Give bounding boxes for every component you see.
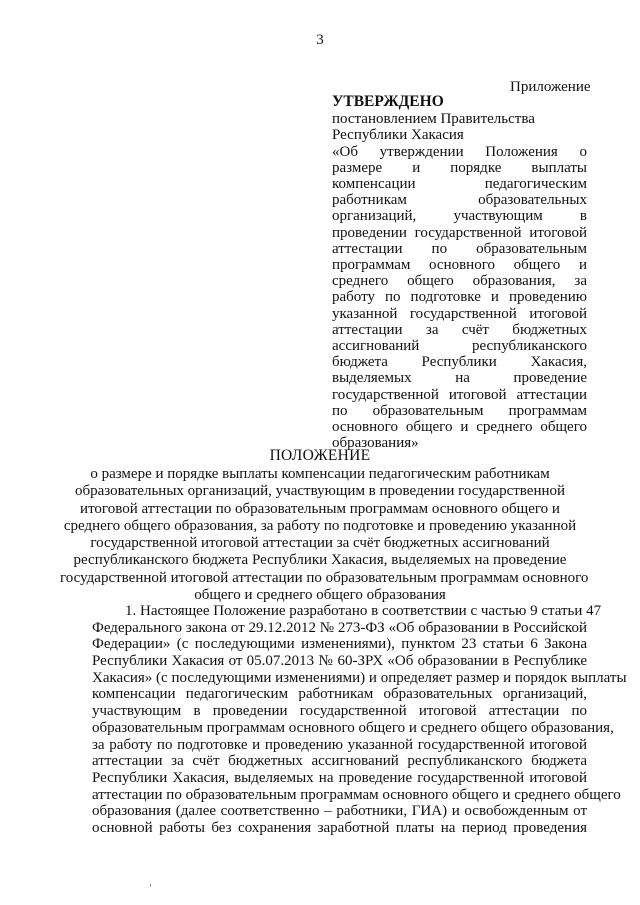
subtitle-line: образовательных организаций, участвующим в проведении государственной xyxy=(74,483,566,500)
paragraph-line: участвующим в проведении государственной итоговой аттестации по xyxy=(92,703,587,720)
paragraph-line: образовательным программам основного общего и среднего общего образования, xyxy=(92,719,614,736)
approval-line-1: постановлением Правительства xyxy=(332,111,535,128)
paragraph-line: за работу по подготовке и проведению указанной государственной итоговой xyxy=(92,736,587,753)
paragraph-line: 1. Настоящее Положение разработано в соответствии с частью 9 статьи 47 xyxy=(125,603,602,619)
approval-block xyxy=(332,94,587,451)
paragraph-line: Хакасия» (с последующими изменениями) и определяет размер и порядок выплаты xyxy=(92,669,627,686)
document-subtitle xyxy=(60,466,589,604)
paragraph-line: Федерации» (с последующими изменениями), пунктом 23 статьи 6 Закона xyxy=(92,636,587,653)
resolution-title: «Об утверждении Положения о размере и порядке выплаты компенсации педагогическим работникам образовательных организаций, участвующим в проведении государственной итоговой аттестации по образовательным программам основного общего и среднего общего образования, за работу по подготовке и проведению указанной государственной итоговой аттестации за счёт бюджетных ассигнований республиканского бюджета Республики Хакасия, выделяемых на проведение государственной итоговой аттестации по образовательным программам основного общего и среднего общего образования» xyxy=(332,143,587,452)
paragraph-line: Федерального закона от 29.12.2012 № 273-ФЗ «Об образовании в Российской xyxy=(92,619,587,636)
paragraph-line: Республики Хакасия от 05.07.2013 № 60-ЗРХ «Об образовании в Республике xyxy=(92,653,587,670)
subtitle-line: о размере и порядке выплаты компенсации педагогическим работникам xyxy=(90,466,550,482)
paragraph-1 xyxy=(92,603,627,837)
paragraph-line: основной работы без сохранения заработной платы на период проведения xyxy=(92,819,587,836)
subtitle-line: республиканского бюджета Республики Хакасия, выделяемых на проведение xyxy=(73,552,567,569)
approved-heading: УТВЕРЖДЕНО xyxy=(332,93,444,110)
paragraph-line: образования (далее соответственно – работники, ГИА) и освобожденным от xyxy=(92,803,587,820)
document-title: ПОЛОЖЕНИЕ xyxy=(269,447,371,464)
subtitle-line: итоговой аттестации по образовательным программам основного общего и xyxy=(80,500,560,517)
subtitle-line: государственной итоговой аттестации по образовательным программам основного xyxy=(60,569,589,586)
page-number: 3 xyxy=(316,32,324,48)
paragraph-line: компенсации педагогическим работникам образовательных организаций, xyxy=(92,686,587,703)
approval-line-2: Республики Хакасия xyxy=(332,127,464,144)
paragraph-line: аттестации за счёт бюджетных ассигнований республиканского бюджета xyxy=(92,753,587,770)
subtitle-line: государственной итоговой аттестации за счёт бюджетных ассигнований xyxy=(90,535,550,552)
subtitle-line: среднего общего образования, за работу по подготовке и проведению указанной xyxy=(63,517,577,534)
scan-speck xyxy=(150,884,151,887)
paragraph-line: Республики Хакасия, выделяемых на проведение государственной итоговой xyxy=(92,769,587,786)
appendix-label: Приложение xyxy=(510,79,591,95)
paragraph-line: аттестации по образовательным программам основного общего и среднего общего xyxy=(92,786,621,803)
subtitle-line: общего и среднего общего образования xyxy=(194,587,446,604)
